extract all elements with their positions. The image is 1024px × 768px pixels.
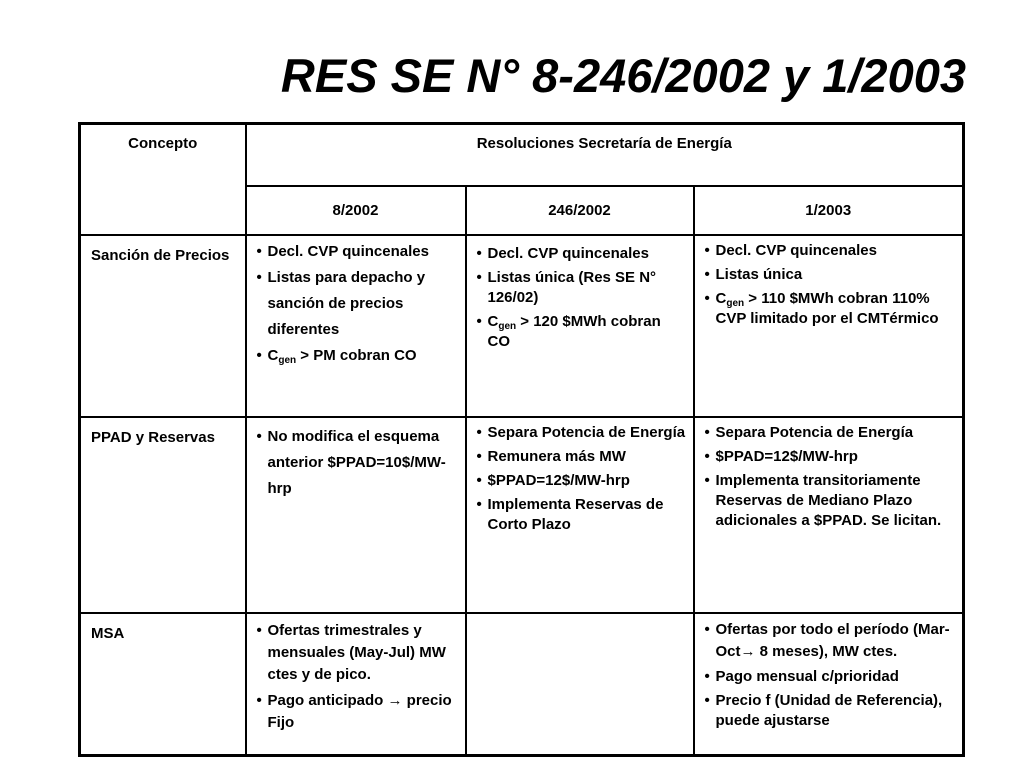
resolutions-table [78, 122, 965, 757]
list-item: • Ofertas por todo el período (Mar-Oct→ 8 meses), MW ctes. [705, 619, 957, 663]
list-item: • $PPAD=12$/MW-hrp [477, 471, 687, 491]
cell-sancion-246-2002 [466, 235, 694, 417]
list-item-cgen: • $C_{gen} > 120$ $MWh cobran CO [477, 312, 687, 352]
header-resoluciones: Resoluciones Secretaría de Energía [246, 124, 964, 186]
list-item: • Pago mensual c/prioridad [705, 667, 957, 687]
cell-sancion-1-2003 [694, 235, 964, 417]
cell-ppad-1-2003 [694, 417, 964, 613]
list-item: • Implementa transitoriamente Reservas de Mediano Plazo adicionales a $PPAD. Se licitan. [705, 471, 957, 531]
list-item: • Listas única (Res SE N° 126/02) [477, 268, 687, 308]
column-header-8-2002: 8/2002 [246, 186, 466, 235]
row-label-ppad: PPAD y Reservas [80, 417, 246, 613]
cell-msa-246-2002-empty [466, 613, 694, 756]
column-header-1-2003: 1/2003 [694, 186, 964, 235]
slide-title: RES SE N° 8-246/2002 y 1/2003 [280, 49, 966, 102]
list-item-cgen: • $C_{gen}$ > PM cobran CO [257, 343, 459, 369]
list-item: • Ofertas trimestrales y mensuales (May-Jul) MW ctes y de pico. [257, 620, 459, 686]
row-label-msa: MSA [80, 613, 246, 756]
row-label-sancion: Sanción de Precios [80, 235, 246, 417]
list-item: • $PPAD=12$/MW-hrp [705, 447, 957, 467]
list-item: • Pago anticipado → precio Fijo [257, 690, 459, 734]
header-concepto: Concepto [80, 124, 246, 235]
list-item-cgen: • $C_{gen} > 110$ $MWh cobran 110% CVP limitado por el CMTérmico [705, 289, 957, 329]
cell-ppad-246-2002 [466, 417, 694, 613]
list-item: • Decl. CVP quincenales [705, 241, 957, 261]
list-item: • Listas para depacho y sanción de precios diferentes [257, 265, 459, 343]
cell-ppad-8-2002 [246, 417, 466, 613]
list-item: • Precio f (Unidad de Referencia), puede ajustarse [705, 691, 957, 731]
list-item: • Separa Potencia de Energía [477, 423, 687, 443]
list-item: • Decl. CVP quincenales [257, 239, 459, 265]
cell-sancion-8-2002 [246, 235, 466, 417]
cell-msa-1-2003 [694, 613, 964, 756]
list-item: • Implementa Reservas de Corto Plazo [477, 495, 687, 535]
list-item: • Decl. CVP quincenales [477, 244, 687, 264]
cell-msa-8-2002 [246, 613, 466, 756]
list-item: • Separa Potencia de Energía [705, 423, 957, 443]
list-item: • Listas única [705, 265, 957, 285]
column-header-246-2002: 246/2002 [466, 186, 694, 235]
list-item: • No modifica el esquema anterior $PPAD=10$/MW-hrp [257, 424, 459, 502]
list-item: • Remunera más MW [477, 447, 687, 467]
